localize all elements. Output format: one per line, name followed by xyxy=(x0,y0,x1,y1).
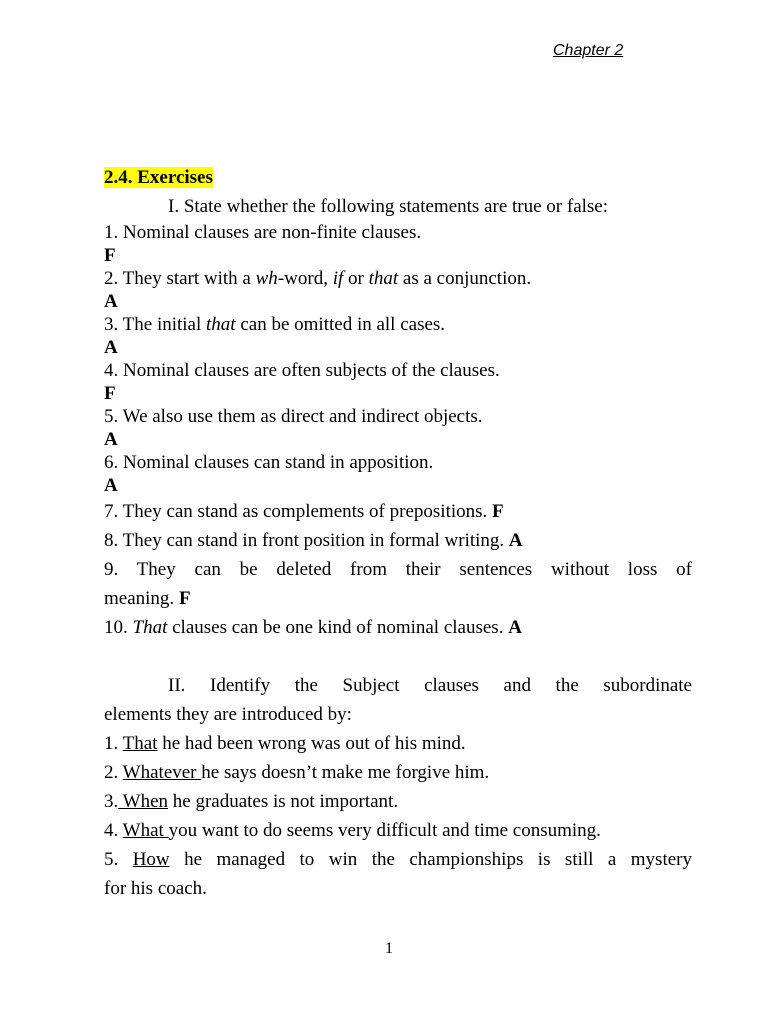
sentence-1: 1. That he had been wrong was out of his mind. xyxy=(104,733,466,754)
statement-9: 9. They can be deleted from their sentences without loss of xyxy=(104,559,692,580)
answer-3: A xyxy=(104,337,118,358)
answer-5: A xyxy=(104,429,118,450)
page-number: 1 xyxy=(385,940,393,957)
subordinator-4: What xyxy=(122,820,169,841)
statement-10: 10. That clauses can be one kind of nominal clauses. A xyxy=(104,617,522,638)
statement-7: 7. They can stand as complements of prepositions. F xyxy=(104,501,504,522)
part1-instruction: I. State whether the following statements are true or false: xyxy=(168,196,609,217)
sentence-2: 2. Whatever he says doesn’t make me forgive him. xyxy=(104,762,490,783)
statement-4: 4. Nominal clauses are often subjects of the clauses. xyxy=(104,360,500,381)
answer-10: A xyxy=(508,617,522,638)
statement-2: 2. They start with a wh-word, if or that as a conjunction. xyxy=(104,268,532,289)
answer-2: A xyxy=(104,291,118,312)
section-heading xyxy=(104,163,692,192)
subordinator-1: That xyxy=(122,733,158,754)
sentence-5-cont: for his coach. xyxy=(104,878,207,899)
subordinator-2: Whatever xyxy=(122,762,202,783)
answer-6: A xyxy=(104,475,118,496)
answer-1: F xyxy=(104,245,116,266)
statement-5: 5. We also use them as direct and indirect objects. xyxy=(104,406,483,427)
answer-7: F xyxy=(492,501,504,522)
sentence-4: 4. What you want to do seems very difficult and time consuming. xyxy=(104,820,601,841)
statement-6: 6. Nominal clauses can stand in apposition. xyxy=(104,452,434,473)
statement-3: 3. The initial that can be omitted in all cases. xyxy=(104,314,446,335)
spacer xyxy=(104,642,692,671)
section-heading-text: 2.4. Exercises xyxy=(104,167,213,188)
exercise-content xyxy=(104,163,692,903)
statement-8: 8. They can stand in front position in formal writing. A xyxy=(104,530,523,551)
sentence-5: 5. How he managed to win the championships is still a mystery xyxy=(104,849,692,870)
part2-instruction: II. Identify the Subject clauses and the subordinate xyxy=(168,675,692,696)
chapter-header: Chapter 2 xyxy=(553,42,624,59)
subordinator-3: When xyxy=(118,791,169,812)
statement-9-cont: meaning. F xyxy=(104,588,191,609)
subordinator-5: How xyxy=(132,849,170,870)
part2-instruction-cont: elements they are introduced by: xyxy=(104,704,352,725)
sentence-3: 3. When he graduates is not important. xyxy=(104,791,399,812)
statement-1: 1. Nominal clauses are non-finite clauses. xyxy=(104,222,422,243)
answer-8: A xyxy=(508,530,523,551)
answer-4: F xyxy=(104,383,116,404)
answer-9: F xyxy=(178,588,191,609)
